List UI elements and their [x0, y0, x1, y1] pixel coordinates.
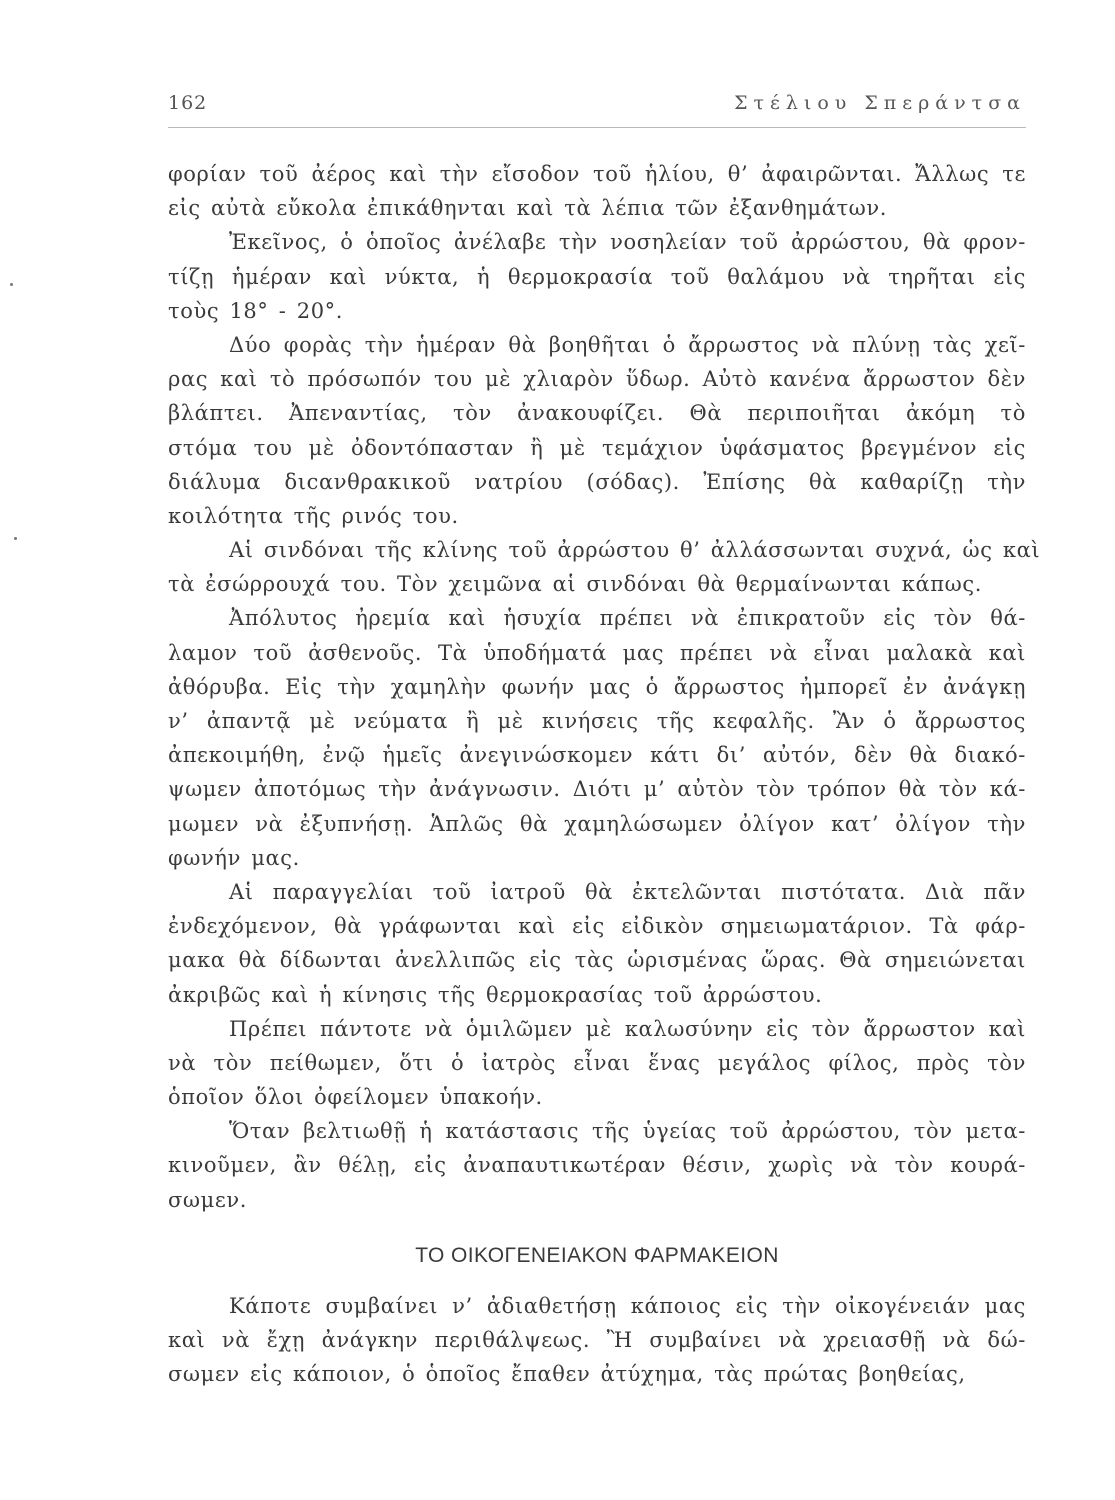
- section-heading: ΤΟ ΟΙΚΟΓΕΝΕΙΑΚΟΝ ΦΑΡΜΑΚΕΙΟΝ: [415, 1243, 779, 1267]
- text-line: ὁποῖον ὅλοι ὀφείλομεν ὑπακοήν.: [168, 1085, 543, 1110]
- text-line: τίζῃ ἡμέραν καὶ νύκτα, ἡ θερμοκρασία τοῦ θαλάμου νὰ τηρῆται εἰς: [168, 264, 1026, 289]
- text-line: Ἀπόλυτος ἠρεμία καὶ ἡσυχία πρέπει νὰ ἐπικρατοῦν εἰς τὸν θά-: [229, 606, 1026, 631]
- paragraph: [168, 1114, 1026, 1217]
- header-rule: [168, 127, 1026, 128]
- text-line: Αἱ παραγγελίαι τοῦ ἰατροῦ θὰ ἐκτελῶνται πιστότατα. Διὰ πᾶν: [229, 879, 1026, 904]
- text-line: σωμεν.: [168, 1187, 248, 1212]
- margin-speck: [14, 537, 17, 540]
- text-line: σωμεν εἰς κάποιον, ὁ ὁποῖος ἔπαθεν ἀτύχημα, τὰς πρώτας βοηθείας,: [168, 1362, 966, 1387]
- paragraph: [168, 1289, 1026, 1392]
- text-line: ἐνδεχόμενον, θὰ γράφωνται καὶ εἰς εἰδικὸν σημειωματάριον. Τὰ φάρ-: [168, 914, 1026, 939]
- paragraph: [168, 157, 1026, 225]
- text-line: εἰς αὐτὰ εὔκολα ἐπικάθηνται καὶ τὰ λέπια τῶν ἐξανθημάτων.: [168, 196, 888, 221]
- page-number: 162: [168, 92, 208, 114]
- text-line: κινοῦμεν, ἂν θέλῃ, εἰς ἀναπαυτικωτέραν θέσιν, χωρὶς νὰ τὸν κουρά-: [168, 1153, 1026, 1178]
- running-title: Στέλιου Σπεράντσα: [734, 92, 1026, 114]
- text-line: βλάπτει. Ἀπεναντίας, τὸν ἀνακουφίζει. Θὰ περιποιῆται ἀκόμη τὸ: [168, 401, 1026, 426]
- paragraph: [168, 875, 1026, 1012]
- text-line: τὰ ἐσώρρουχά του. Τὸν χειμῶνα αἱ σινδόναι θὰ θερμαίνωνται κάπως.: [168, 572, 983, 597]
- text-line: λαμον τοῦ ἀσθενοῦς. Τὰ ὑποδήματά μας πρέπει νὰ εἶναι μαλακὰ καὶ: [168, 640, 1026, 665]
- text-line: ἀπεκοιμήθη, ἐνῷ ἡμεῖς ἀνεγινώσκομεν κάτι δι’ αὐτόν, δὲν θὰ διακό-: [168, 743, 1026, 768]
- page-header: [168, 92, 1026, 122]
- text-line: Δύο φορὰς τὴν ἡμέραν θὰ βοηθῆται ὁ ἄρρωστος νὰ πλύνῃ τὰς χεῖ-: [229, 332, 1026, 357]
- text-line: διάλυμα διсανθρακικοῦ νατρίου (σόδας). Ἐπίσης θὰ καθαρίζῃ τὴν: [168, 469, 1026, 494]
- text-line: ψωμεν ἀποτόμως τὴν ἀνάγνωσιν. Διότι μ’ αὐτὸν τὸν τρόπον θὰ τὸν κά-: [168, 777, 1026, 802]
- text-line: ἀκριβῶς καὶ ἡ κίνησις τῆς θερμοκρασίας τοῦ ἀρρώστου.: [168, 982, 823, 1007]
- text-line: τοὺς 18° - 20°.: [168, 298, 344, 323]
- text-line: ρας καὶ τὸ πρόσωπόν του μὲ χλιαρὸν ὕδωρ. Αὐτὸ κανένα ἄρρωστον δὲν: [168, 367, 1026, 392]
- text-line: φορίαν τοῦ ἀέρος καὶ τὴν εἴσοδον τοῦ ἡλίου, θ’ ἀφαιρῶνται. Ἄλλως τε: [168, 162, 1026, 186]
- paragraph: [168, 601, 1026, 875]
- text-line: Ὅταν βελτιωθῇ ἡ κατάστασις τῆς ὑγείας τοῦ ἀρρώστου, τὸν μετα-: [229, 1119, 1026, 1144]
- text-line: ἀθόρυβα. Εἰς τὴν χαμηλὴν φωνήν μας ὁ ἄρρωστος ἠμπορεῖ ἐν ἀνάγκῃ: [168, 674, 1026, 699]
- text-line: Κάποτε συμβαίνει ν’ ἀδιαθετήσῃ κάποιος εἰς τὴν οἰκογένειάν μας: [229, 1294, 1026, 1318]
- paragraph: [168, 225, 1026, 328]
- text-line: Ἐκεῖνος, ὁ ὁποῖος ἀνέλαβε τὴν νοσηλείαν τοῦ ἀρρώστου, θὰ φρον-: [229, 230, 1026, 255]
- text-line: Πρέπει πάντοτε νὰ ὁμιλῶμεν μὲ καλωσύνην εἰς τὸν ἄρρωστον καὶ: [229, 1016, 1026, 1041]
- paragraph: [168, 328, 1026, 533]
- text-line: στόμα του μὲ ὀδοντόπασταν ἢ μὲ τεμάχιον ὑφάσματος βρεγμένον εἰς: [168, 435, 1026, 460]
- text-line: ν’ ἀπαντᾷ μὲ νεύματα ἢ μὲ κινήσεις τῆς κεφαλῆς. Ἂν ὁ ἄρρωστος: [168, 709, 1026, 733]
- paragraph: [168, 1012, 1026, 1115]
- text-line: νὰ τὸν πείθωμεν, ὅτι ὁ ἰατρὸς εἶναι ἕνας μεγάλος φίλος, πρὸς τὸν: [168, 1050, 1026, 1075]
- body-text: [168, 157, 1041, 1392]
- text-line: καὶ νὰ ἔχῃ ἀνάγκην περιθάλψεως. Ἢ συμβαίνει νὰ χρειασθῇ νὰ δώ-: [168, 1328, 1026, 1353]
- margin-speck: [10, 283, 13, 286]
- text-line: μακα θὰ δίδωνται ἀνελλιπῶς εἰς τὰς ὡρισμένας ὥρας. Θὰ σημειώνεται: [168, 948, 1026, 973]
- text-line: κοιλότητα τῆς ρινός του.: [168, 503, 459, 528]
- text-line: φωνήν μας.: [168, 845, 300, 870]
- paragraph: [168, 533, 1041, 601]
- text-line: Αἱ σινδόναι τῆς κλίνης τοῦ ἀρρώστου θ’ ἀλλάσσωνται συχνά, ὡς καὶ: [229, 538, 1041, 563]
- text-line: μωμεν νὰ ἐξυπνήσῃ. Ἁπλῶς θὰ χαμηλώσωμεν ὀλίγον κατ’ ὀλίγον τὴν: [168, 811, 1026, 836]
